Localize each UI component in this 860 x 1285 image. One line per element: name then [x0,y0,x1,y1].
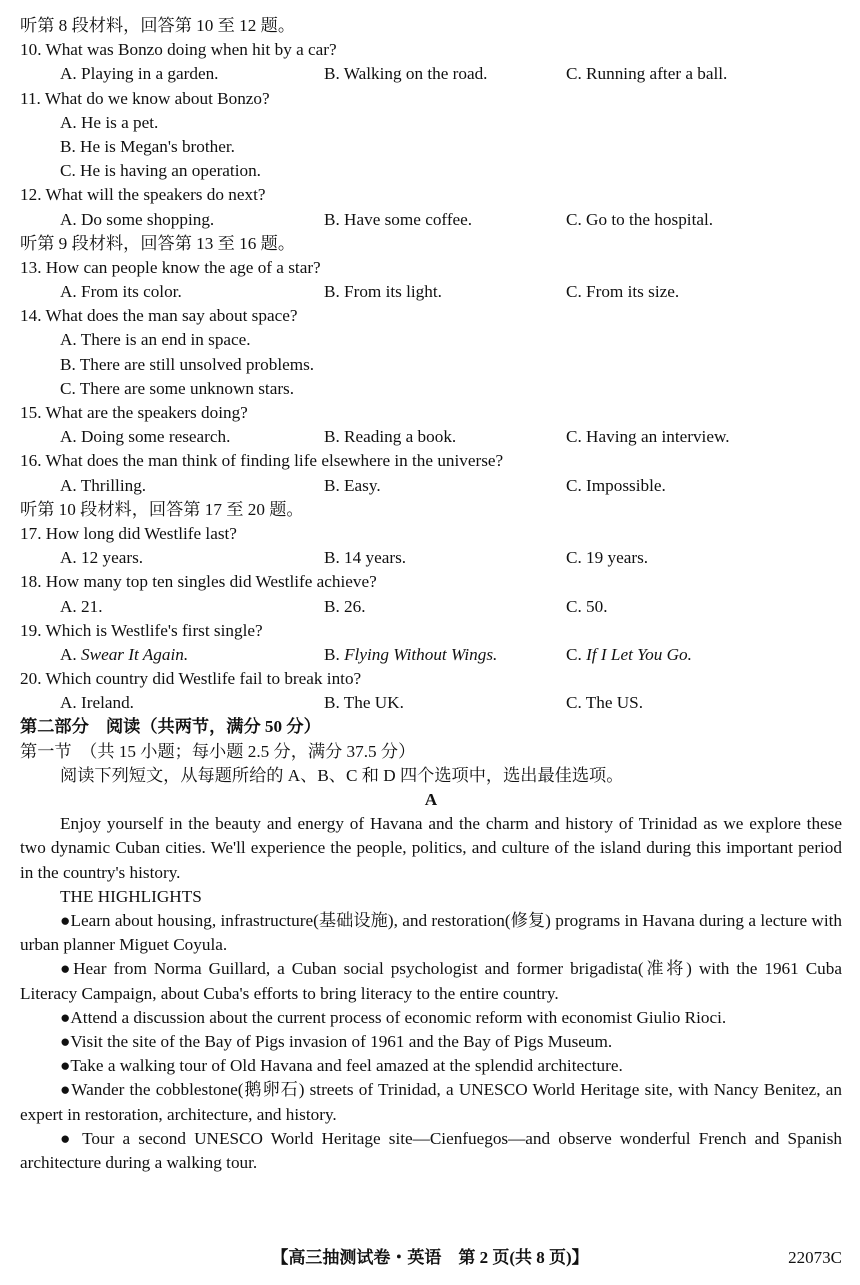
option-a: A. There is an end in space. [60,330,251,350]
question-13-options [20,280,842,304]
option-prefix: A. [60,644,82,664]
option-a: A. Do some shopping. [60,209,215,229]
part-2-section-1: 第一节 （共 15 小题；每小题 2.5 分，满分 37.5 分） [20,741,416,761]
footer-code: 22073C [788,1248,842,1267]
highlight-item: ●Hear from Norma Guillard, a Cuban social psychologist and former brigadista(准将) with the 1961 Cuba Literacy Campaign, about Cuba's efforts to bring literacy to the entire country. [20,959,842,1003]
option-c: C. Go to the hospital. [566,209,714,229]
highlight-item: ● Tour a second UNESCO World Heritage site—Cienfuegos—and observe wonderful French and Spanish architecture during a walking tour. [20,1128,842,1173]
option-a: A. Ireland. [60,693,134,713]
highlight-item: ●Visit the site of the Bay of Pigs invasion of 1961 and the Bay of Pigs Museum. [60,1032,613,1051]
question-10-options [20,62,842,86]
question-14-stem: 14. What does the man say about space? [20,306,298,326]
intro-paragraph: Enjoy yourself in the beauty and energy of Havana and the charm and history of Trinidad as we explore these two dynamic Cuban cities. We'll experience the people, politics, and culture of the island during this important period in the country's history. [20,814,842,882]
question-19-stem: 19. Which is Westlife's first single? [20,620,263,640]
page-footer [0,1246,860,1270]
option-b [324,643,497,667]
option-a: A. He is a pet. [60,112,159,132]
option-b: B. Walking on the road. [324,64,488,84]
question-15-options [20,425,842,449]
question-16-stem: 16. What does the man think of finding life elsewhere in the universe? [20,451,504,471]
question-17-options [20,546,842,570]
song-title: Swear It Again. [81,644,189,664]
option-a: A. Thrilling. [60,475,147,495]
option-b: B. He is Megan's brother. [60,136,235,156]
highlight-item: ●Learn about housing, infrastructure(基础设施), and restoration(修复) programs in Havana during a lecture with urban planner Miguet Coyula. [20,910,842,955]
option-a: A. 12 years. [60,548,144,568]
option-prefix: B. [324,644,345,664]
question-17-stem: 17. How long did Westlife last? [20,523,237,543]
option-c: C. The US. [566,693,644,713]
option-a: A. Doing some research. [60,427,231,447]
option-b: B. From its light. [324,282,442,302]
question-15-stem: 15. What are the speakers doing? [20,403,248,422]
question-20-options [20,691,842,715]
option-b: B. The UK. [324,693,404,713]
option-b: B. 26. [324,596,366,616]
option-c: C. From its size. [566,282,680,302]
option-b: B. 14 years. [324,548,407,568]
option-c: C. He is having an operation. [60,161,261,181]
option-prefix: C. [566,644,587,664]
song-title: Flying Without Wings. [344,644,498,664]
section-8-header: 听第 8 段材料，回答第 10 至 12 题。 [20,16,296,35]
page-content [20,14,842,1175]
section-10-header: 听第 10 段材料，回答第 17 至 20 题。 [20,499,304,519]
question-18-options [20,595,842,619]
part-2-title: 第二部分 阅读（共两节，满分 50 分） [20,717,321,737]
highlight-item: ●Attend a discussion about the current process of economic reform with economist Giulio Rioci. [60,1007,727,1027]
question-20-stem: 20. Which country did Westlife fail to break into? [20,669,362,689]
option-a: A. 21. [60,596,103,616]
question-13-stem: 13. How can people know the age of a star? [20,257,321,277]
question-16-options [20,474,842,498]
reading-instruction: 阅读下列短文，从每题所给的 A、B、C 和 D 四个选项中，选出最佳选项。 [60,765,624,785]
option-c: C. 19 years. [566,548,649,568]
footer-title: 【高三抽测试卷・英语 第 2 页(共 8 页)】 [271,1248,589,1267]
option-c [566,643,692,667]
highlight-item: ●Wander the cobblestone(鹅卵石) streets of Trinidad, a UNESCO World Heritage site, with Nancy Benitez, an expert in restoration, architecture, and history. [20,1080,842,1124]
option-c: C. Impossible. [566,475,666,495]
option-b: B. There are still unsolved problems. [60,354,315,374]
question-10-stem: 10. What was Bonzo doing when hit by a car? [20,40,337,60]
song-title: If I Let You Go. [586,644,692,664]
option-b: B. Have some coffee. [324,209,473,229]
option-b: B. Reading a book. [324,427,457,447]
option-a: A. Playing in a garden. [60,64,219,84]
question-11-stem: 11. What do we know about Bonzo? [20,88,270,108]
passage-label: A [424,790,438,809]
option-b: B. Easy. [324,475,381,495]
option-c: C. Running after a ball. [566,64,728,84]
highlight-item: ●Take a walking tour of Old Havana and feel amazed at the splendid architecture. [60,1056,623,1076]
option-a [60,643,188,667]
option-c: C. There are some unknown stars. [60,378,295,398]
option-a: A. From its color. [60,282,182,302]
question-19-options [20,643,842,667]
option-c: C. Having an interview. [566,427,730,447]
option-c: C. 50. [566,596,608,616]
section-9-header: 听第 9 段材料，回答第 13 至 16 题。 [20,233,296,253]
question-12-stem: 12. What will the speakers do next? [20,185,266,205]
highlights-heading: THE HIGHLIGHTS [60,886,202,906]
question-18-stem: 18. How many top ten singles did Westlife achieve? [20,572,377,592]
question-12-options [20,208,842,232]
